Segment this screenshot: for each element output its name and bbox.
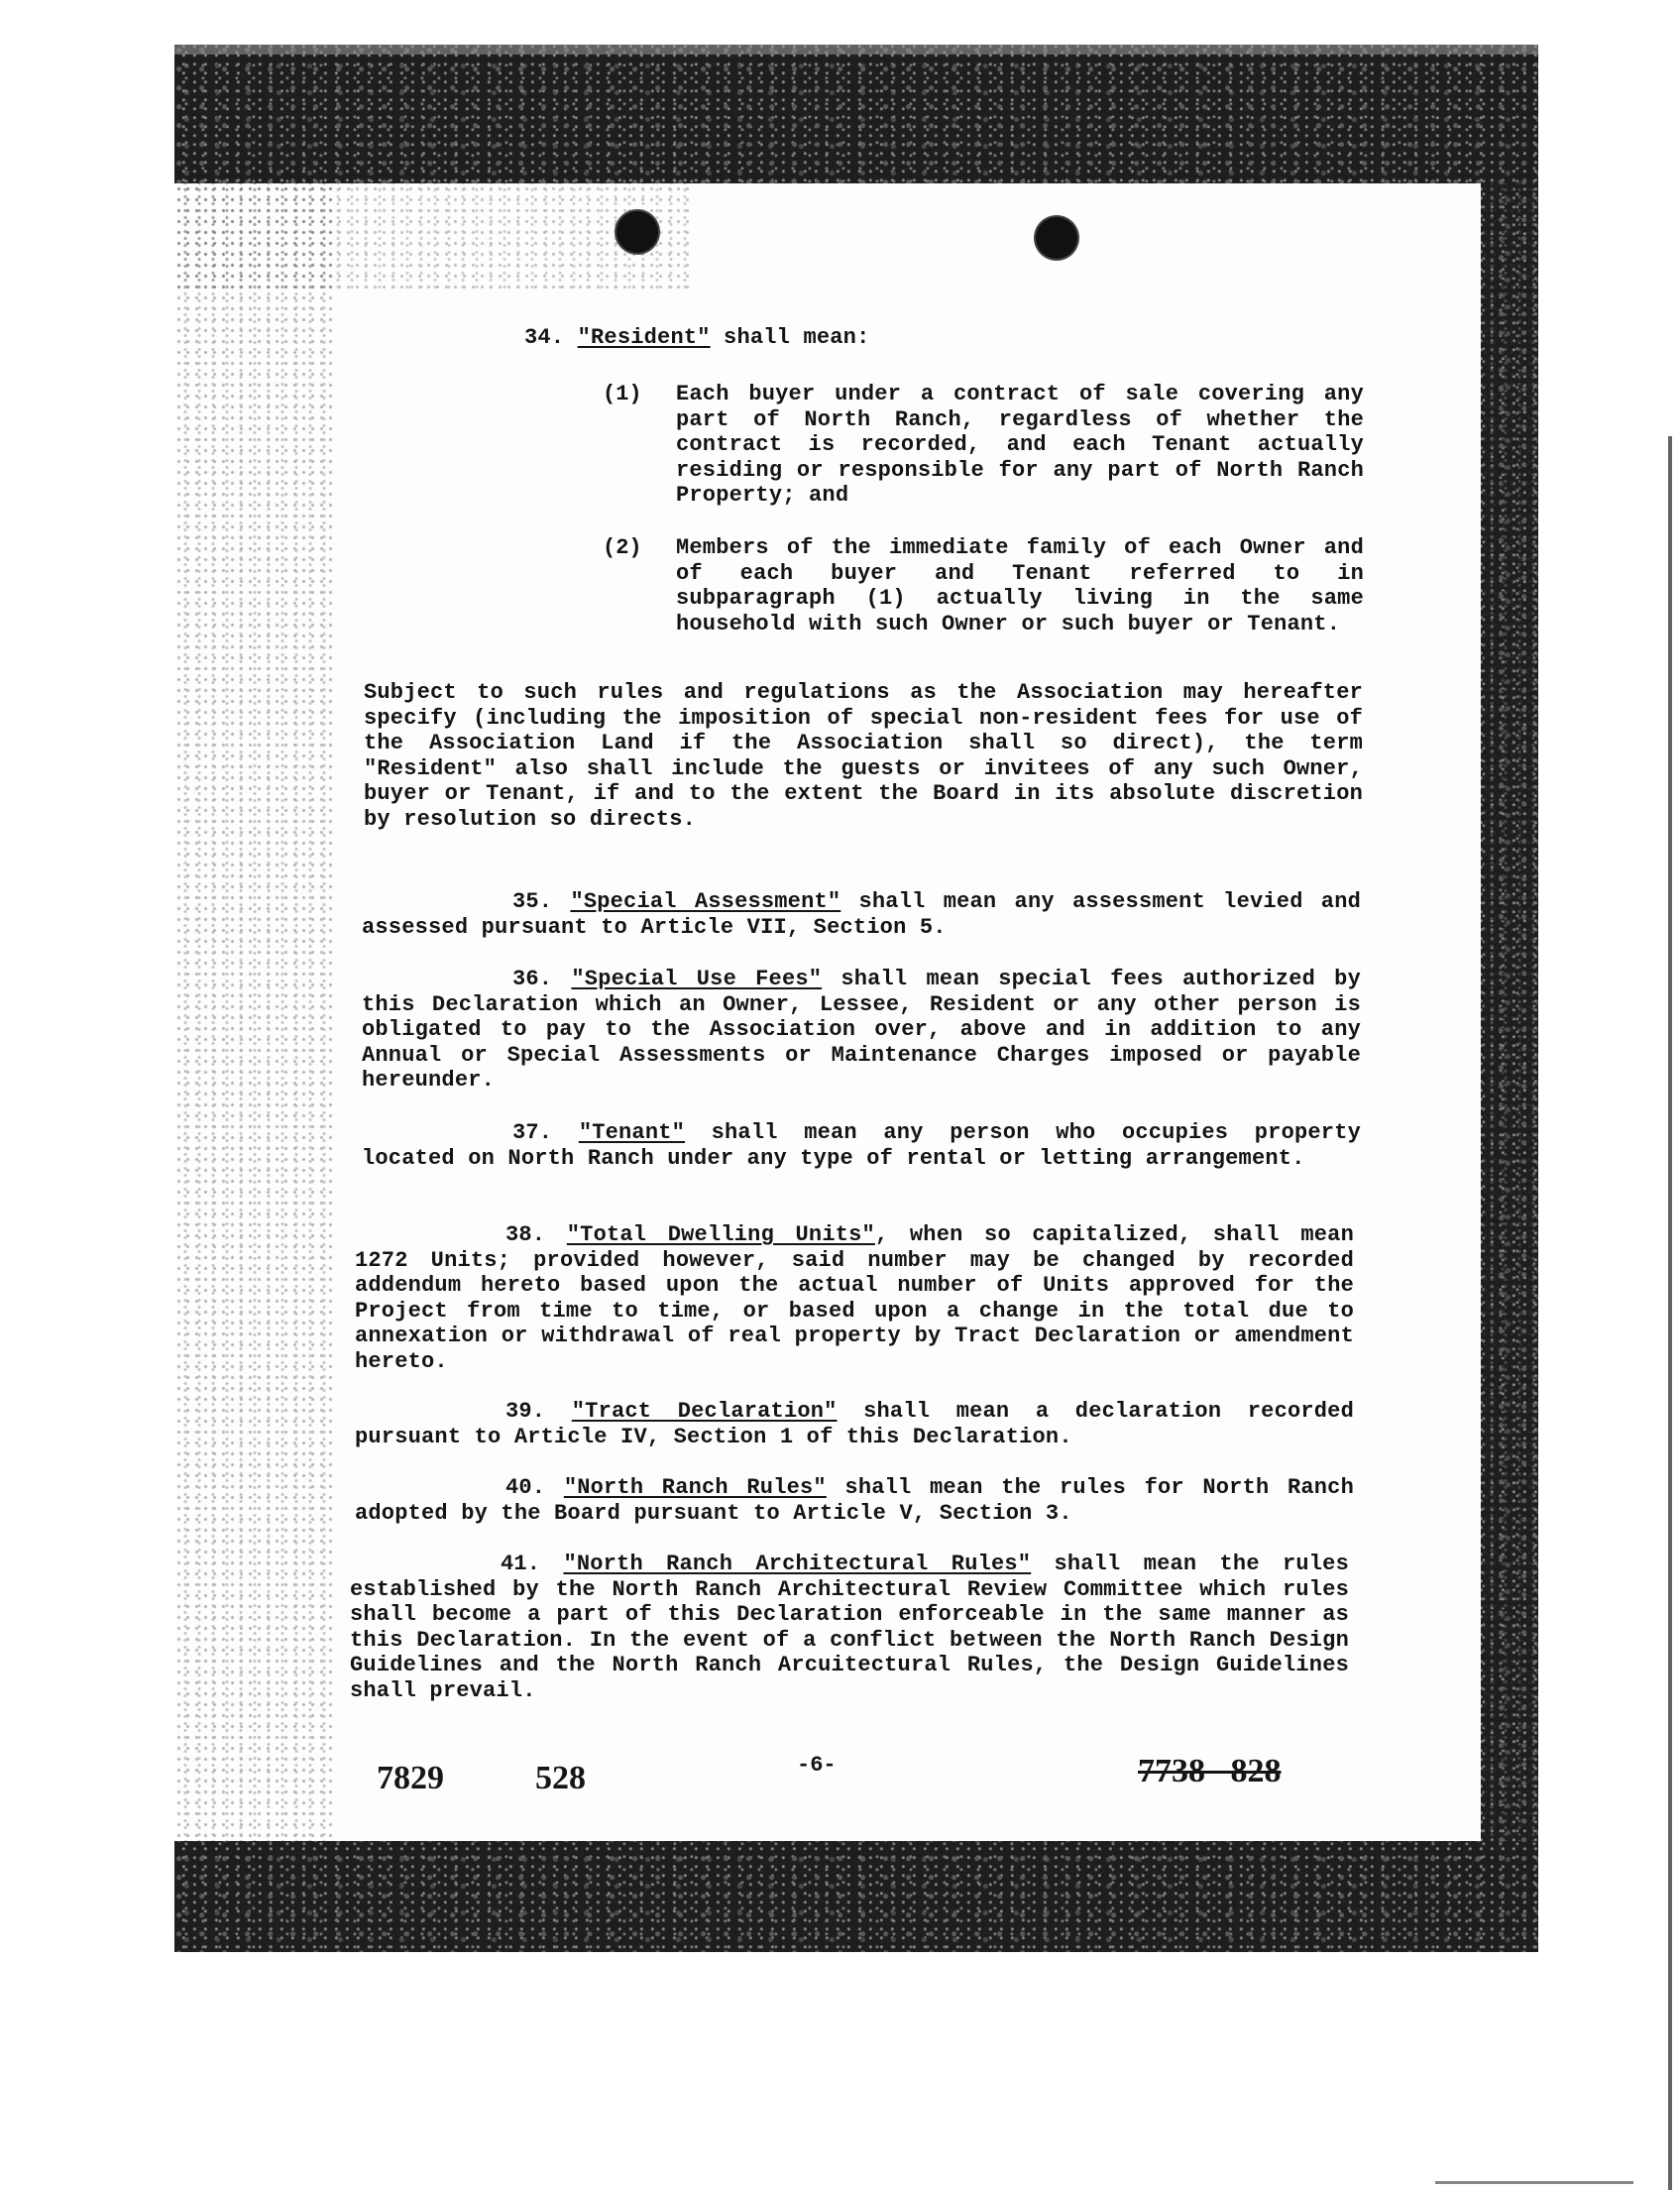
definition-36-term: "Special Use Fees" xyxy=(571,967,823,991)
definition-34-rest: shall mean: xyxy=(710,325,870,350)
definition-39-number: 39. xyxy=(505,1399,546,1424)
subparagraph-1-number: (1) xyxy=(603,382,642,406)
scan-top-edge xyxy=(174,45,1538,55)
definition-38-number: 38. xyxy=(505,1222,546,1247)
definition-35 xyxy=(362,889,1361,940)
definition-34-body: Subject to such rules and regulations as the Association may hereafter specify (including the imposition of special non-resident fees for use of the Association Land if the Association shall so direct), the term "Resident" also shall include the guests or invitees of any such Owner, buyer or Tenant, if and to the extent the Board in its absolute discretion by resolution so directs. xyxy=(364,680,1363,832)
definition-40-term: "North Ranch Rules" xyxy=(563,1475,827,1500)
definition-40-rest: shall mean the rules for North Ranch adopted by the Board pursuant to Article V, Section 3. xyxy=(355,1475,1354,1526)
definition-39 xyxy=(355,1399,1354,1449)
definition-41-rest: shall mean the rules established by the North Ranch Architectural Review Committee which rules shall become a part of this Declaration enforceable in the same manner as this Declaration. In the event of a conflict between the North Ranch Design Guidelines and the North Ranch Arcuitectural Rules, the Design Guidelines shall prevail. xyxy=(350,1552,1349,1703)
definition-40 xyxy=(355,1475,1354,1526)
definition-35-term: "Special Assessment" xyxy=(570,889,841,914)
definition-40-number: 40. xyxy=(505,1475,546,1500)
definition-41-number: 41. xyxy=(501,1552,541,1576)
struck-recording-reference: 7738 828 xyxy=(1138,1753,1282,1789)
definition-34-heading xyxy=(524,325,869,351)
definition-37 xyxy=(362,1120,1361,1171)
punch-hole-left xyxy=(616,211,658,253)
definition-36-number: 36. xyxy=(512,967,553,991)
definition-39-rest: shall mean a declaration recorded pursuant to Article IV, Section 1 of this Declaration. xyxy=(355,1399,1354,1449)
definition-41-term: "North Ranch Architectural Rules" xyxy=(563,1552,1032,1576)
definition-38 xyxy=(355,1222,1354,1374)
subparagraph-2-number: (2) xyxy=(603,535,642,560)
scan-noise-left xyxy=(174,183,333,1841)
definition-36-rest: shall mean special fees authorized by this Declaration which an Owner, Lessee, Resident or any other person is obligated to pay to the Association over, above and in addition to any Annual or Special Assessments or Maintenance Charges imposed or payable hereunder. xyxy=(362,967,1361,1093)
page-number: -6- xyxy=(797,1753,837,1778)
subparagraph-2-text: Members of the immediate family of each Owner and of each buyer and Tenant referred to in subparagraph (1) actually living in the same household with such Owner or such buyer or Tenant. xyxy=(676,535,1364,636)
definition-38-rest: , when so capitalized, shall mean 1272 Units; provided however, said number may be changed by recorded addendum hereto based upon the actual number of Units approved for the Project from time to time, or based upon a change in the total due to annexation or withdrawal of real property by Tract Declaration or amendment hereto. xyxy=(355,1222,1354,1374)
definition-36 xyxy=(362,967,1361,1094)
definition-39-term: "Tract Declaration" xyxy=(571,1399,838,1424)
definition-41 xyxy=(350,1552,1349,1703)
scan-right-border xyxy=(1668,436,1672,2190)
definition-35-number: 35. xyxy=(512,889,553,914)
scan-bottom-mark xyxy=(1435,2181,1633,2184)
definition-34-term: "Resident" xyxy=(577,325,711,350)
definition-35-rest: shall mean any assessment levied and assessed pursuant to Article VII, Section 5. xyxy=(362,889,1362,940)
recording-page-number: 528 xyxy=(535,1760,586,1796)
definition-38-term: "Total Dwelling Units" xyxy=(566,1222,875,1247)
punch-hole-right xyxy=(1036,217,1077,259)
scan-noise-right xyxy=(1481,183,1538,1841)
definition-37-rest: shall mean any person who occupies property located on North Ranch under any type of rental or letting arrangement. xyxy=(362,1120,1361,1171)
recording-book-number: 7829 xyxy=(377,1760,444,1796)
definition-34-number: 34. xyxy=(524,325,565,350)
subparagraph-1-text: Each buyer under a contract of sale covering any part of North Ranch, regardless of whether the contract is recorded, and each Tenant actually residing or responsible for any part of North Ranch Property; and xyxy=(676,382,1364,508)
scan-noise-top xyxy=(174,183,690,292)
definition-37-term: "Tenant" xyxy=(578,1120,686,1145)
definition-37-number: 37. xyxy=(512,1120,553,1145)
